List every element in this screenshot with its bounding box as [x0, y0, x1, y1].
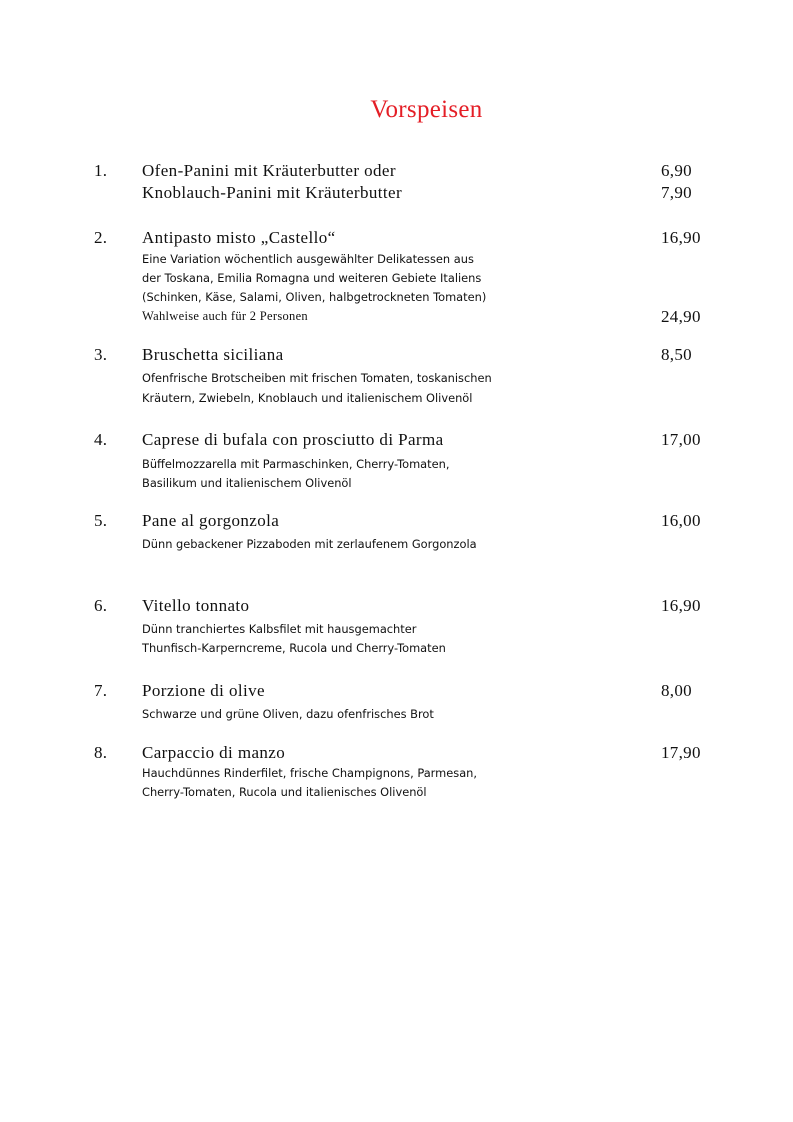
item-price: 16,90: [661, 596, 701, 615]
item-price: 17,90: [661, 743, 701, 762]
item-name: Carpaccio di manzo: [142, 743, 286, 762]
item-price: 16,90: [661, 228, 701, 247]
item-name: Ofen-Panini mit Kräuterbutter oder: [142, 161, 396, 180]
item-price: 7,90: [661, 183, 692, 202]
menu-page: Vorspeisen 1. Ofen-Panini mit Kräuterbutter oder 6,90 Knoblauch-Panini mit Kräuterbutter 7,90 2. Antipasto misto „Castello“ 16,90 Eine Variation wöchentlich ausgewählter Delikatessen aus der Toskana, Emilia Romagna und weiteren Gebiete Italiens (Schinken, Käse, Salami, Oliven, halbgetrockneten Tomaten) Wahlweise auch für 2 Personen 24,90 3. Bruschetta siciliana 8,50 Ofenfrische Brotscheiben mit frischen Tomaten, toskanischen Kräutern, Zwiebeln, Knoblauch und italienischem Olivenöl 4. Caprese di bufala con prosciutto di Parma 17,00 Büffelmozzarella mit Parmaschinken, Cherry-Tomaten, Basilikum und italienischem Olivenöl 5. Pane al gorgonzola 16,00 Dünn gebackener Pizzaboden mit zerlaufenem Gorgonzola 6. Vitello tonnato 16,90 Dünn tranchiertes Kalbsfilet mit hausgemachter Thunfisch-Karperncreme, Rucola und Cherry-Tomaten 7. Porzione di olive 8,00 Schwarze und grüne Oliven, dazu ofenfrisches Brot 8. Carpaccio di manzo 17,90 Hauchdünnes Rinderfilet, frische Champignons, Parmesan, Cherry-Tomaten, Rucola und italienisches Olivenöl: [0, 0, 793, 1122]
page-title: Vorspeisen: [370, 96, 483, 123]
item-number: 7.: [94, 681, 108, 700]
item-price: 6,90: [661, 161, 692, 180]
item-name: Bruschetta siciliana: [142, 345, 284, 364]
item-price: 8,50: [661, 345, 692, 364]
item-number: 4.: [94, 430, 108, 449]
item-number: 6.: [94, 596, 108, 615]
item-name: Antipasto misto „Castello“: [142, 228, 336, 247]
item-name: Porzione di olive: [142, 681, 265, 700]
item-name: Knoblauch-Panini mit Kräuterbutter: [142, 183, 403, 202]
item-price: 8,00: [661, 681, 692, 700]
item-number: 2.: [94, 228, 108, 247]
item-price: 17,00: [661, 430, 701, 449]
item-name: Pane al gorgonzola: [142, 511, 280, 530]
item-number: 1.: [94, 161, 108, 180]
item-name: Caprese di bufala con prosciutto di Parma: [142, 430, 444, 449]
item-number: 5.: [94, 511, 108, 530]
option-label: Wahlweise auch für 2 Personen: [142, 309, 308, 323]
item-number: 8.: [94, 743, 108, 762]
item-name: Vitello tonnato: [142, 596, 250, 615]
item-price: 16,00: [661, 511, 701, 530]
option-price: 24,90: [661, 307, 701, 326]
item-number: 3.: [94, 345, 108, 364]
